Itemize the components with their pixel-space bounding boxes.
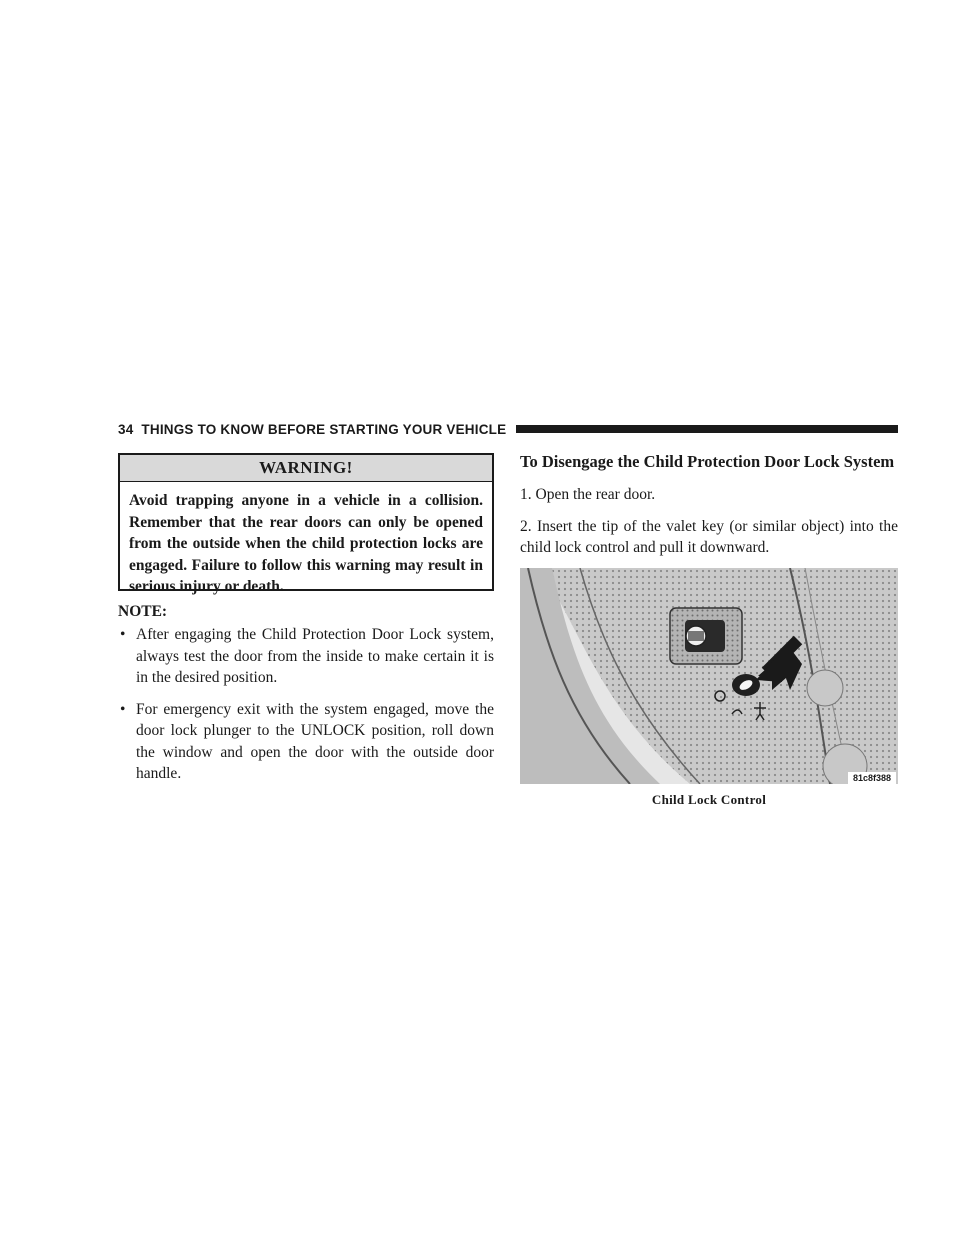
section-title: THINGS TO KNOW BEFORE STARTING YOUR VEHICLE <box>141 421 507 437</box>
note-list <box>118 624 494 795</box>
list-item <box>118 699 494 785</box>
step-item: 1. Open the rear door. <box>520 486 656 503</box>
note-item-text: After engaging the Child Protection Door Lock system, always test the door from the inside to make certain it is in the desired position. <box>136 626 494 686</box>
right-column <box>520 452 898 569</box>
page-header <box>118 419 898 439</box>
image-code: 81c8f388 <box>852 773 892 783</box>
header-rule <box>516 425 898 433</box>
step-item: 2. Insert the tip of the valet key (or similar object) into the child lock control and pull it downward. <box>520 517 898 556</box>
figure-caption: Child Lock Control <box>651 792 767 807</box>
note-label: NOTE: <box>118 603 168 620</box>
bullet-icon: • <box>120 700 126 718</box>
child-lock-illustration <box>520 568 898 784</box>
warning-body: Avoid trapping anyone in a vehicle in a collision. Remember that the rear doors can only be opened from the outside when the child protection locks are engaged. Failure to follow this warning may result in serious injury or death. <box>129 492 483 595</box>
note-item-text: For emergency exit with the system engaged, move the door lock plunger to the UNLOCK position, roll down the window and open the door with the outside door handle. <box>136 700 494 782</box>
list-item <box>118 624 494 689</box>
warning-box <box>118 453 494 595</box>
warning-title: WARNING! <box>120 455 492 482</box>
page-number: 34 <box>118 421 134 437</box>
section-heading: To Disengage the Child Protection Door Lock System <box>520 452 895 471</box>
bullet-icon: • <box>120 626 126 643</box>
